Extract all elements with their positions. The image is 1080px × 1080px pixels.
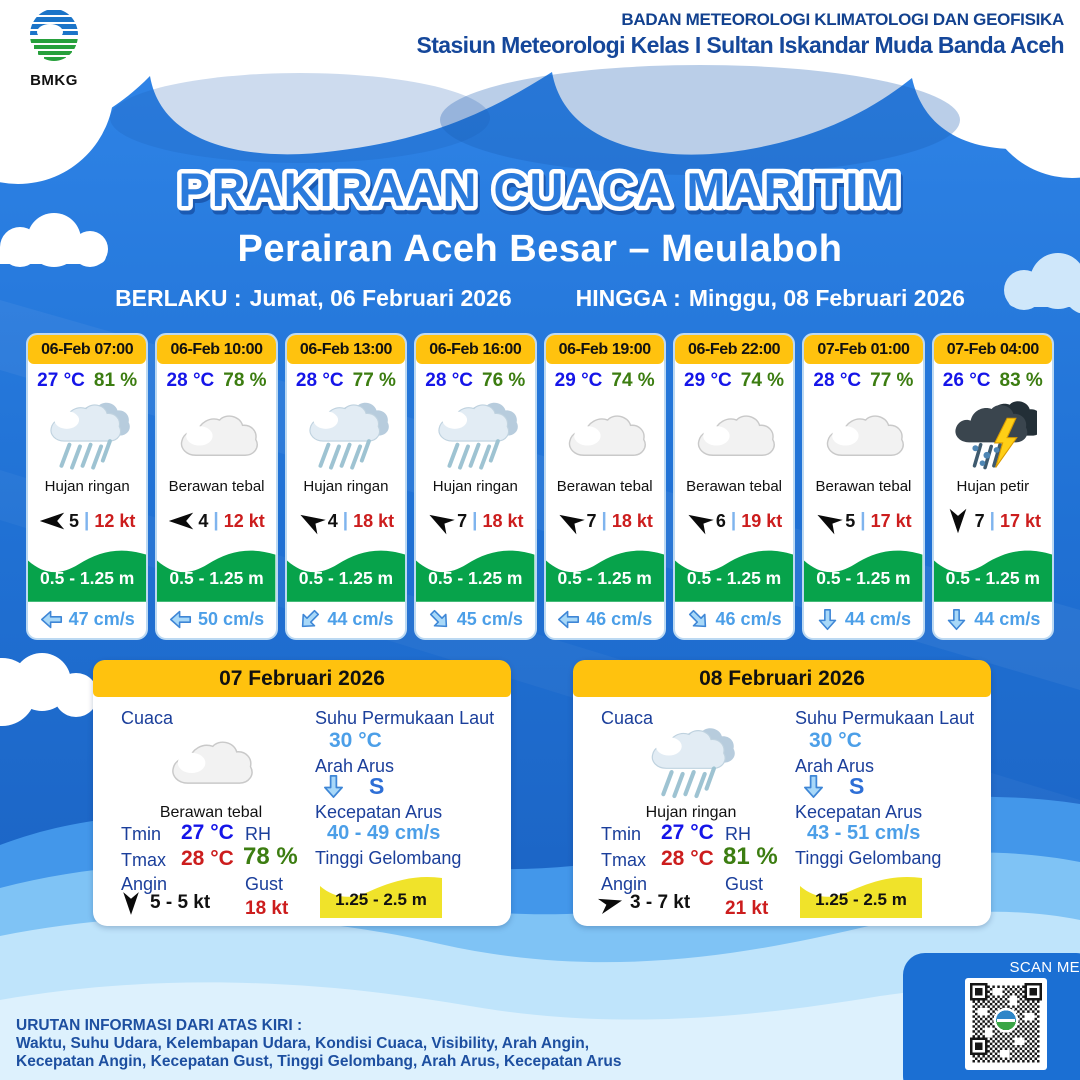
tmax-value: 28 °C bbox=[181, 847, 234, 870]
wind-direction-icon bbox=[815, 512, 841, 530]
current-speed: 44 cm/s bbox=[327, 609, 394, 630]
humidity: 78 % bbox=[223, 370, 267, 391]
wind-direction-icon bbox=[557, 512, 583, 530]
current-row bbox=[546, 602, 664, 638]
sst-value: 30 °C bbox=[329, 729, 382, 752]
current-direction-icon bbox=[169, 608, 192, 631]
current-direction: S bbox=[369, 773, 385, 799]
forecast-time: 06-Feb 07:00 bbox=[28, 335, 146, 364]
visibility-value: 4 bbox=[327, 510, 338, 531]
current-direction: S bbox=[849, 773, 865, 799]
weather-icon bbox=[135, 722, 285, 802]
footer-line3: Kecepatan Angin, Kecepatan Gust, Tinggi Gelombang, Arah Arus, Kecepatan Arus bbox=[16, 1053, 622, 1070]
wind-row bbox=[287, 508, 405, 535]
wave-height: 0.5 - 1.25 m bbox=[169, 568, 264, 589]
sst-label: Suhu Permukaan Laut bbox=[795, 708, 975, 728]
gust-label: Gust bbox=[725, 874, 764, 894]
wind-range: 3 - 7 kt bbox=[630, 892, 691, 913]
wave-height-box bbox=[320, 866, 442, 918]
current-row bbox=[804, 602, 922, 638]
bmkg-logo-icon bbox=[26, 8, 82, 66]
wave-height-box bbox=[800, 866, 922, 918]
wind-speed: 19 kt bbox=[741, 510, 783, 531]
wind-row bbox=[546, 508, 664, 535]
wind-direction-icon bbox=[119, 895, 143, 912]
current-speed: 46 cm/s bbox=[586, 609, 653, 630]
wind-direction-icon bbox=[599, 895, 623, 912]
arah-arus-label: Arah Arus bbox=[795, 756, 875, 776]
validity-row bbox=[0, 285, 1080, 312]
visibility-value: 6 bbox=[715, 510, 726, 531]
forecast-time: 06-Feb 22:00 bbox=[675, 335, 793, 364]
tmax-label: Tmax bbox=[121, 850, 166, 870]
air-temperature: 29 °C bbox=[684, 370, 732, 391]
weather-condition: Berawan tebal bbox=[815, 477, 912, 495]
divider: | bbox=[860, 510, 866, 532]
current-speed: 40 - 49 cm/s bbox=[327, 822, 441, 844]
visibility-value: 7 bbox=[457, 510, 468, 531]
current-row bbox=[675, 602, 793, 638]
qr-panel bbox=[903, 953, 1080, 1080]
current-row bbox=[416, 602, 534, 638]
visibility-value: 7 bbox=[586, 510, 597, 531]
current-row bbox=[934, 602, 1052, 638]
current-speed: 45 cm/s bbox=[456, 609, 523, 630]
weather-icon bbox=[615, 722, 765, 802]
hourly-forecast-card bbox=[414, 333, 536, 640]
wind-row bbox=[804, 508, 922, 535]
air-temperature: 26 °C bbox=[942, 370, 991, 391]
rh-label: RH bbox=[725, 824, 751, 844]
valid-from: BERLAKU : Jumat, 06 Februari 2026 bbox=[115, 285, 512, 311]
wave-height: 0.5 - 1.25 m bbox=[816, 568, 911, 589]
current-row bbox=[287, 602, 405, 638]
agency-name: BADAN METEOROLOGI KLIMATOLOGI DAN GEOFISIKA bbox=[621, 10, 1064, 29]
wave-height: 1.25 - 2.5 m bbox=[335, 890, 427, 909]
daily-date: 08 Februari 2026 bbox=[573, 660, 991, 697]
humidity: 74 % bbox=[611, 370, 655, 391]
tmin-value: 27 °C bbox=[181, 821, 234, 844]
current-speed: 47 cm/s bbox=[68, 609, 135, 630]
region-subtitle: Perairan Aceh Besar – Meulaboh bbox=[237, 228, 843, 270]
scan-me-label: SCAN ME bbox=[1009, 959, 1080, 976]
cuaca-label: Cuaca bbox=[601, 708, 654, 728]
tinggi-gelombang-label: Tinggi Gelombang bbox=[795, 848, 942, 868]
current-direction-icon bbox=[687, 608, 710, 631]
current-speed: 46 cm/s bbox=[715, 609, 782, 630]
wind-speed: 12 kt bbox=[223, 510, 265, 531]
wind-direction-icon bbox=[298, 512, 324, 530]
current-speed: 43 - 51 cm/s bbox=[807, 822, 921, 844]
poster-title: PRAKIRAAN CUACA MARITIM bbox=[178, 163, 902, 216]
current-row bbox=[157, 602, 275, 638]
wave-height: 0.5 - 1.25 m bbox=[428, 568, 523, 589]
current-direction-icon bbox=[428, 608, 451, 631]
cuaca-label: Cuaca bbox=[121, 708, 174, 728]
gust-value: 18 kt bbox=[245, 898, 289, 919]
hourly-forecast-card bbox=[802, 333, 924, 640]
humidity: 77 % bbox=[870, 370, 914, 391]
daily-forecast-card bbox=[93, 660, 511, 926]
visibility-value: 7 bbox=[974, 510, 985, 531]
gust-value: 21 kt bbox=[725, 898, 769, 919]
angin-label: Angin bbox=[601, 874, 648, 894]
hourly-forecast-card bbox=[544, 333, 666, 640]
wave-height-section bbox=[804, 535, 922, 602]
divider: | bbox=[472, 510, 478, 532]
bmkg-logo bbox=[14, 8, 94, 89]
tmax-value: 28 °C bbox=[661, 847, 714, 870]
wave-height-section bbox=[157, 535, 275, 602]
hourly-forecast-card bbox=[285, 333, 407, 640]
current-direction-icon bbox=[321, 774, 346, 804]
wave-height-section bbox=[28, 535, 146, 602]
sst-label: Suhu Permukaan Laut bbox=[315, 708, 495, 728]
angin-label: Angin bbox=[121, 874, 168, 894]
sst-value: 30 °C bbox=[809, 729, 862, 752]
bmkg-logo-text: BMKG bbox=[30, 72, 78, 89]
tmax-label: Tmax bbox=[601, 850, 646, 870]
weather-icon bbox=[546, 394, 664, 476]
daily-date: 07 Februari 2026 bbox=[93, 660, 511, 697]
wind-row bbox=[934, 508, 1052, 535]
current-row bbox=[28, 602, 146, 638]
weather-condition: Berawan tebal bbox=[159, 804, 263, 821]
weather-condition: Hujan ringan bbox=[645, 804, 737, 821]
wind-speed: 17 kt bbox=[999, 510, 1041, 531]
current-speed: 44 cm/s bbox=[844, 609, 911, 630]
visibility-value: 5 bbox=[69, 510, 80, 531]
air-temperature: 29 °C bbox=[554, 370, 603, 391]
wave-height: 0.5 - 1.25 m bbox=[686, 568, 782, 589]
wave-height-section bbox=[416, 535, 534, 602]
weather-icon bbox=[287, 394, 405, 476]
weather-condition: Hujan ringan bbox=[432, 477, 518, 495]
tmin-label: Tmin bbox=[121, 824, 161, 844]
hourly-cards-row bbox=[26, 333, 1054, 640]
wind-row bbox=[119, 892, 210, 914]
visibility-value: 5 bbox=[845, 510, 856, 531]
tmin-label: Tmin bbox=[601, 824, 641, 844]
wave-height-section bbox=[546, 535, 664, 602]
wave-height: 1.25 - 2.5 m bbox=[815, 890, 907, 909]
current-direction-icon bbox=[557, 608, 580, 631]
wave-height: 0.5 - 1.25 m bbox=[945, 568, 1040, 589]
footer-line2: Waktu, Suhu Udara, Kelembapan Udara, Kondisi Cuaca, Visibility, Arah Angin, bbox=[16, 1035, 590, 1052]
wind-speed: 18 kt bbox=[611, 510, 653, 531]
rh-value: 78 % bbox=[243, 843, 298, 870]
forecast-time: 06-Feb 13:00 bbox=[287, 335, 405, 364]
wind-direction-icon bbox=[39, 512, 65, 530]
divider: | bbox=[213, 510, 219, 532]
wind-row bbox=[675, 508, 793, 535]
weather-condition: Berawan tebal bbox=[168, 477, 265, 495]
kecepatan-arus-label: Kecepatan Arus bbox=[795, 802, 923, 822]
current-direction-icon bbox=[298, 608, 321, 631]
current-speed: 50 cm/s bbox=[198, 609, 265, 630]
humidity: 77 % bbox=[352, 370, 396, 391]
wave-height-section bbox=[934, 535, 1052, 602]
weather-icon bbox=[804, 394, 922, 476]
current-direction-icon bbox=[816, 608, 839, 631]
rh-value: 81 % bbox=[723, 843, 778, 870]
wind-speed: 18 kt bbox=[482, 510, 524, 531]
weather-condition: Berawan tebal bbox=[686, 477, 783, 495]
gust-label: Gust bbox=[245, 874, 284, 894]
weather-icon bbox=[416, 394, 534, 476]
hourly-forecast-card bbox=[932, 333, 1054, 640]
humidity: 76 % bbox=[482, 370, 526, 391]
weather-icon bbox=[675, 394, 793, 476]
current-direction-icon bbox=[40, 608, 63, 631]
wave-height-section bbox=[675, 535, 793, 602]
weather-icon bbox=[157, 394, 275, 476]
hourly-forecast-card bbox=[673, 333, 795, 640]
daily-forecast-card bbox=[573, 660, 991, 926]
current-direction-icon bbox=[945, 608, 968, 631]
footer-legend bbox=[16, 1017, 621, 1071]
weather-condition: Hujan ringan bbox=[44, 477, 130, 495]
wave-height: 0.5 - 1.25 m bbox=[298, 568, 394, 589]
wind-direction-icon bbox=[427, 512, 453, 530]
hourly-forecast-card bbox=[26, 333, 148, 640]
rh-label: RH bbox=[245, 824, 271, 844]
weather-icon bbox=[28, 394, 146, 476]
air-temperature: 28 °C bbox=[813, 370, 862, 391]
weather-condition: Hujan petir bbox=[956, 477, 1030, 495]
humidity: 81 % bbox=[93, 370, 138, 391]
tinggi-gelombang-label: Tinggi Gelombang bbox=[315, 848, 462, 868]
wave-height: 0.5 - 1.25 m bbox=[557, 568, 652, 589]
air-temperature: 28 °C bbox=[166, 370, 215, 391]
agency-header bbox=[416, 10, 1064, 59]
visibility-value: 4 bbox=[198, 510, 209, 531]
forecast-time: 06-Feb 19:00 bbox=[546, 335, 664, 364]
weather-condition: Hujan ringan bbox=[303, 477, 389, 495]
air-temperature: 28 °C bbox=[425, 370, 474, 391]
wind-speed: 12 kt bbox=[94, 510, 136, 531]
wind-direction-icon bbox=[686, 512, 712, 530]
divider: | bbox=[84, 510, 90, 532]
arah-arus-label: Arah Arus bbox=[315, 756, 395, 776]
wind-row bbox=[28, 508, 146, 535]
forecast-time: 06-Feb 16:00 bbox=[416, 335, 534, 364]
divider: | bbox=[730, 510, 737, 532]
forecast-time: 06-Feb 10:00 bbox=[157, 335, 275, 364]
air-temperature: 28 °C bbox=[295, 370, 344, 391]
forecast-time: 07-Feb 01:00 bbox=[804, 335, 922, 364]
wind-row bbox=[599, 892, 690, 914]
wind-direction-icon bbox=[168, 512, 194, 530]
current-speed: 44 cm/s bbox=[974, 609, 1041, 630]
wind-row bbox=[416, 508, 534, 535]
qr-code bbox=[965, 978, 1047, 1070]
valid-until: HINGGA : Minggu, 08 Februari 2026 bbox=[575, 285, 965, 311]
weather-condition: Berawan tebal bbox=[556, 477, 653, 495]
wave-height: 0.5 - 1.25 m bbox=[40, 568, 135, 589]
tmin-value: 27 °C bbox=[661, 821, 714, 844]
wind-direction-icon bbox=[945, 512, 971, 530]
poster-title-wrap bbox=[0, 158, 1080, 227]
station-name: Stasiun Meteorologi Kelas I Sultan Iskandar Muda Banda Aceh bbox=[416, 32, 1064, 58]
wind-speed: 18 kt bbox=[353, 510, 395, 531]
wave-height-section bbox=[287, 535, 405, 602]
kecepatan-arus-label: Kecepatan Arus bbox=[315, 802, 443, 822]
divider: | bbox=[989, 510, 995, 532]
wind-speed: 17 kt bbox=[870, 510, 912, 531]
humidity: 83 % bbox=[999, 370, 1043, 391]
wind-row bbox=[157, 508, 275, 535]
footer-line1: URUTAN INFORMASI DARI ATAS KIRI : bbox=[16, 1017, 303, 1034]
current-direction-icon bbox=[801, 774, 826, 804]
divider: | bbox=[342, 510, 349, 532]
weather-icon bbox=[934, 394, 1052, 476]
wind-range: 5 - 5 kt bbox=[150, 892, 211, 913]
air-temperature: 27 °C bbox=[37, 370, 85, 391]
hourly-forecast-card bbox=[155, 333, 277, 640]
humidity: 74 % bbox=[740, 370, 785, 391]
forecast-time: 07-Feb 04:00 bbox=[934, 335, 1052, 364]
divider: | bbox=[601, 510, 607, 532]
